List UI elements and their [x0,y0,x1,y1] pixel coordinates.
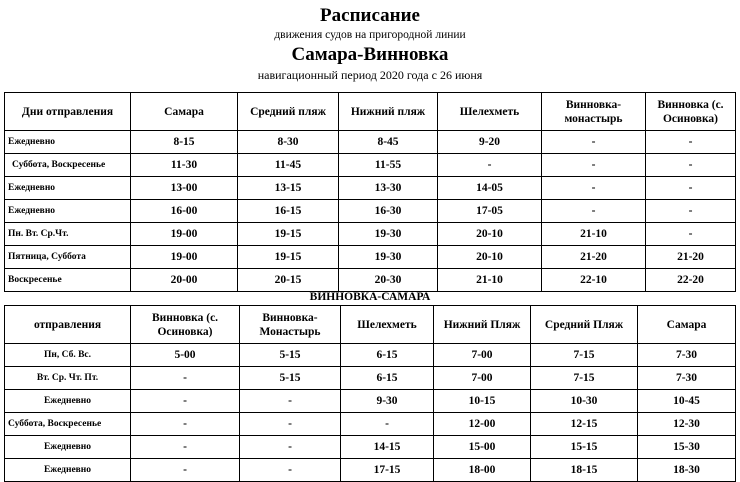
column-header-shelekhmet: Шелехметь [341,306,434,344]
table-row [5,177,736,200]
time-cell: - [131,459,240,482]
time-cell: 12-00 [434,413,531,436]
time-cell: 16-30 [339,200,438,223]
time-cell: 22-20 [646,269,736,292]
time-cell: 15-30 [638,436,736,459]
section-title-vinnovka-samara: ВИННОВКА-САМАРА [309,291,431,303]
navigation-period: навигационный период 2020 года с 26 июня [257,68,483,82]
table-header-row [5,306,736,344]
time-cell: 5-00 [131,344,240,367]
time-cell: - [341,413,434,436]
table-row [5,223,736,246]
time-cell: 17-15 [341,459,434,482]
time-cell: 20-15 [238,269,339,292]
time-cell: 14-05 [438,177,542,200]
time-cell: 21-20 [646,246,736,269]
time-cell: 19-15 [238,246,339,269]
column-header-vinnovka-monastyr: Винновка-монастырь [542,93,646,131]
schedule-title: Расписание [320,5,420,26]
table-row [5,200,736,223]
time-cell: 22-10 [542,269,646,292]
column-header-samara: Самара [131,93,238,131]
time-cell: 8-30 [238,131,339,154]
time-cell: - [646,177,736,200]
time-cell: - [646,223,736,246]
time-cell: 19-30 [339,223,438,246]
time-cell: 21-10 [438,269,542,292]
row-days-label: Пн, Сб. Вс. [5,344,131,367]
table-row [5,413,736,436]
time-cell: 19-00 [131,246,238,269]
time-cell: 19-00 [131,223,238,246]
time-cell: - [542,177,646,200]
time-cell: 19-15 [238,223,339,246]
time-cell: 20-10 [438,223,542,246]
column-header-nizhniy-plyazh: Нижний Пляж [434,306,531,344]
time-cell: 13-00 [131,177,238,200]
time-cell: - [131,436,240,459]
table-body [5,131,736,292]
time-cell: - [240,390,341,413]
time-cell: 12-30 [638,413,736,436]
time-cell: - [646,131,736,154]
column-header-samara: Самара [638,306,736,344]
time-cell: 7-15 [531,367,638,390]
row-days-label: Ежедневно [5,459,131,482]
time-cell: - [542,131,646,154]
row-days-label: Суббота, Воскресенье [5,413,131,436]
time-cell: - [542,200,646,223]
time-cell: 18-30 [638,459,736,482]
time-cell: 14-15 [341,436,434,459]
time-cell: 13-30 [339,177,438,200]
time-cell: 16-15 [238,200,339,223]
time-cell: - [240,436,341,459]
table-row [5,154,736,177]
time-cell: 10-15 [434,390,531,413]
table-row [5,367,736,390]
row-days-label: Воскресенье [5,269,131,292]
row-days-label: Ежедневно [5,200,131,223]
time-cell: 15-15 [531,436,638,459]
time-cell: 13-15 [238,177,339,200]
table-body [5,344,736,482]
time-cell: 16-00 [131,200,238,223]
time-cell: 18-00 [434,459,531,482]
table-header-row [5,93,736,131]
time-cell: - [240,413,341,436]
time-cell: 20-00 [131,269,238,292]
table-row [5,246,736,269]
table-row [5,436,736,459]
time-cell: - [131,367,240,390]
time-cell: 11-30 [131,154,238,177]
time-cell: 19-30 [339,246,438,269]
time-cell: 17-05 [438,200,542,223]
time-cell: 7-30 [638,367,736,390]
column-header-vinnovka-monastyr: Винновка-Монастырь [240,306,341,344]
column-header-shelekhmet: Шелехметь [438,93,542,131]
column-header-vinnovka-osinovka: Винновка (с. Осиновка) [131,306,240,344]
time-cell: 21-20 [542,246,646,269]
time-cell: 6-15 [341,367,434,390]
time-cell: - [131,413,240,436]
time-cell: 8-45 [339,131,438,154]
time-cell: 20-30 [339,269,438,292]
table-row [5,390,736,413]
time-cell: 9-30 [341,390,434,413]
schedule-table-samara-vinnovka [4,92,736,292]
time-cell: 7-15 [531,344,638,367]
column-header-sredniy-plyazh: Средний пляж [238,93,339,131]
row-days-label: Ежедневно [5,177,131,200]
time-cell: 15-00 [434,436,531,459]
row-days-label: Ежедневно [5,436,131,459]
time-cell: 7-00 [434,367,531,390]
column-header-nizhniy-plyazh: Нижний пляж [339,93,438,131]
time-cell: 18-15 [531,459,638,482]
time-cell: 11-55 [339,154,438,177]
schedule-table-vinnovka-samara [4,305,736,482]
column-header-vinnovka-osinovka: Винновка (с. Осиновка) [646,93,736,131]
column-header-sredniy-plyazh: Средний Пляж [531,306,638,344]
row-days-label: Вт. Ср. Чт. Пт. [5,367,131,390]
time-cell: - [646,154,736,177]
time-cell: 9-20 [438,131,542,154]
time-cell: 12-15 [531,413,638,436]
time-cell: 8-15 [131,131,238,154]
row-days-label: Ежедневно [5,390,131,413]
time-cell: 7-30 [638,344,736,367]
route-name: Самара-Винновка [291,44,449,65]
column-header-days: отправления [5,306,131,344]
row-days-label: Ежедневно [5,131,131,154]
time-cell: - [240,459,341,482]
table-row [5,344,736,367]
time-cell: 10-30 [531,390,638,413]
table-row [5,269,736,292]
time-cell: - [646,200,736,223]
table-row [5,459,736,482]
time-cell: - [131,390,240,413]
time-cell: 20-10 [438,246,542,269]
time-cell: 11-45 [238,154,339,177]
row-days-label: Суббота, Воскресенье [5,154,131,177]
schedule-subtitle: движения судов на пригородной линии [274,29,466,41]
row-days-label: Пн. Вт. Ср.Чт. [5,223,131,246]
time-cell: - [542,154,646,177]
time-cell: - [438,154,542,177]
time-cell: 5-15 [240,344,341,367]
time-cell: 7-00 [434,344,531,367]
time-cell: 5-15 [240,367,341,390]
column-header-days: Дни отправления [5,93,131,131]
table-row [5,131,736,154]
time-cell: 10-45 [638,390,736,413]
time-cell: 6-15 [341,344,434,367]
row-days-label: Пятница, Суббота [5,246,131,269]
time-cell: 21-10 [542,223,646,246]
